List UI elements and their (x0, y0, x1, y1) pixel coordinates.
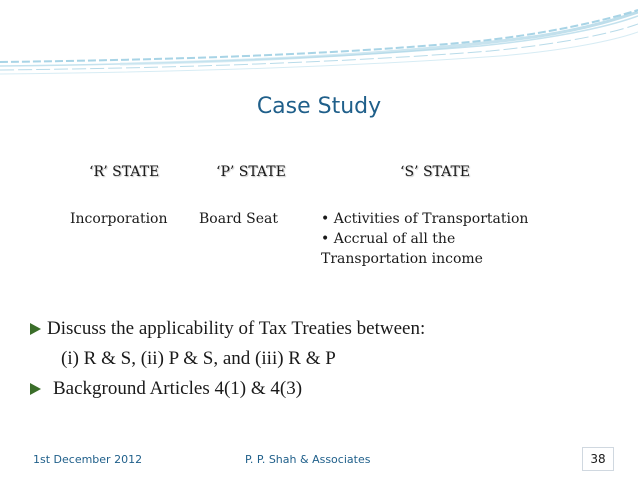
s-state-line-3: Transportation income (321, 251, 483, 267)
bullet-text-pairs: (i) R & S, (ii) P & S, and (iii) R & P (61, 348, 336, 369)
arrow-bullet-icon (30, 323, 41, 335)
slide-title: Case Study (256, 94, 382, 119)
bullet-item (30, 314, 425, 344)
s-state-line-1: • Activities of Transportation (321, 211, 529, 227)
s-state-line-2: • Accrual of all the (321, 231, 456, 247)
bullet-text-discuss: Discuss the applicability of Tax Treaties between: (47, 318, 426, 339)
arrow-bullet-icon (30, 383, 41, 395)
page-number: 38 (582, 447, 614, 471)
footer-firm: P. P. Shah & Associates (245, 453, 371, 466)
bullet-continuation (30, 344, 425, 374)
p-state-header: ‘P’ STATE (216, 164, 286, 180)
bullet-text-articles: Background Articles 4(1) & 4(3) (53, 378, 303, 399)
p-state-content: Board Seat (199, 211, 279, 227)
r-state-content: Incorporation (70, 211, 168, 227)
bullet-list (30, 314, 425, 404)
decorative-swoosh (0, 0, 638, 95)
r-state-header: ‘R’ STATE (89, 164, 160, 180)
s-state-content (321, 209, 528, 269)
footer-date: 1st December 2012 (33, 453, 143, 466)
s-state-header: ‘S’ STATE (400, 164, 471, 180)
bullet-item (30, 374, 425, 404)
